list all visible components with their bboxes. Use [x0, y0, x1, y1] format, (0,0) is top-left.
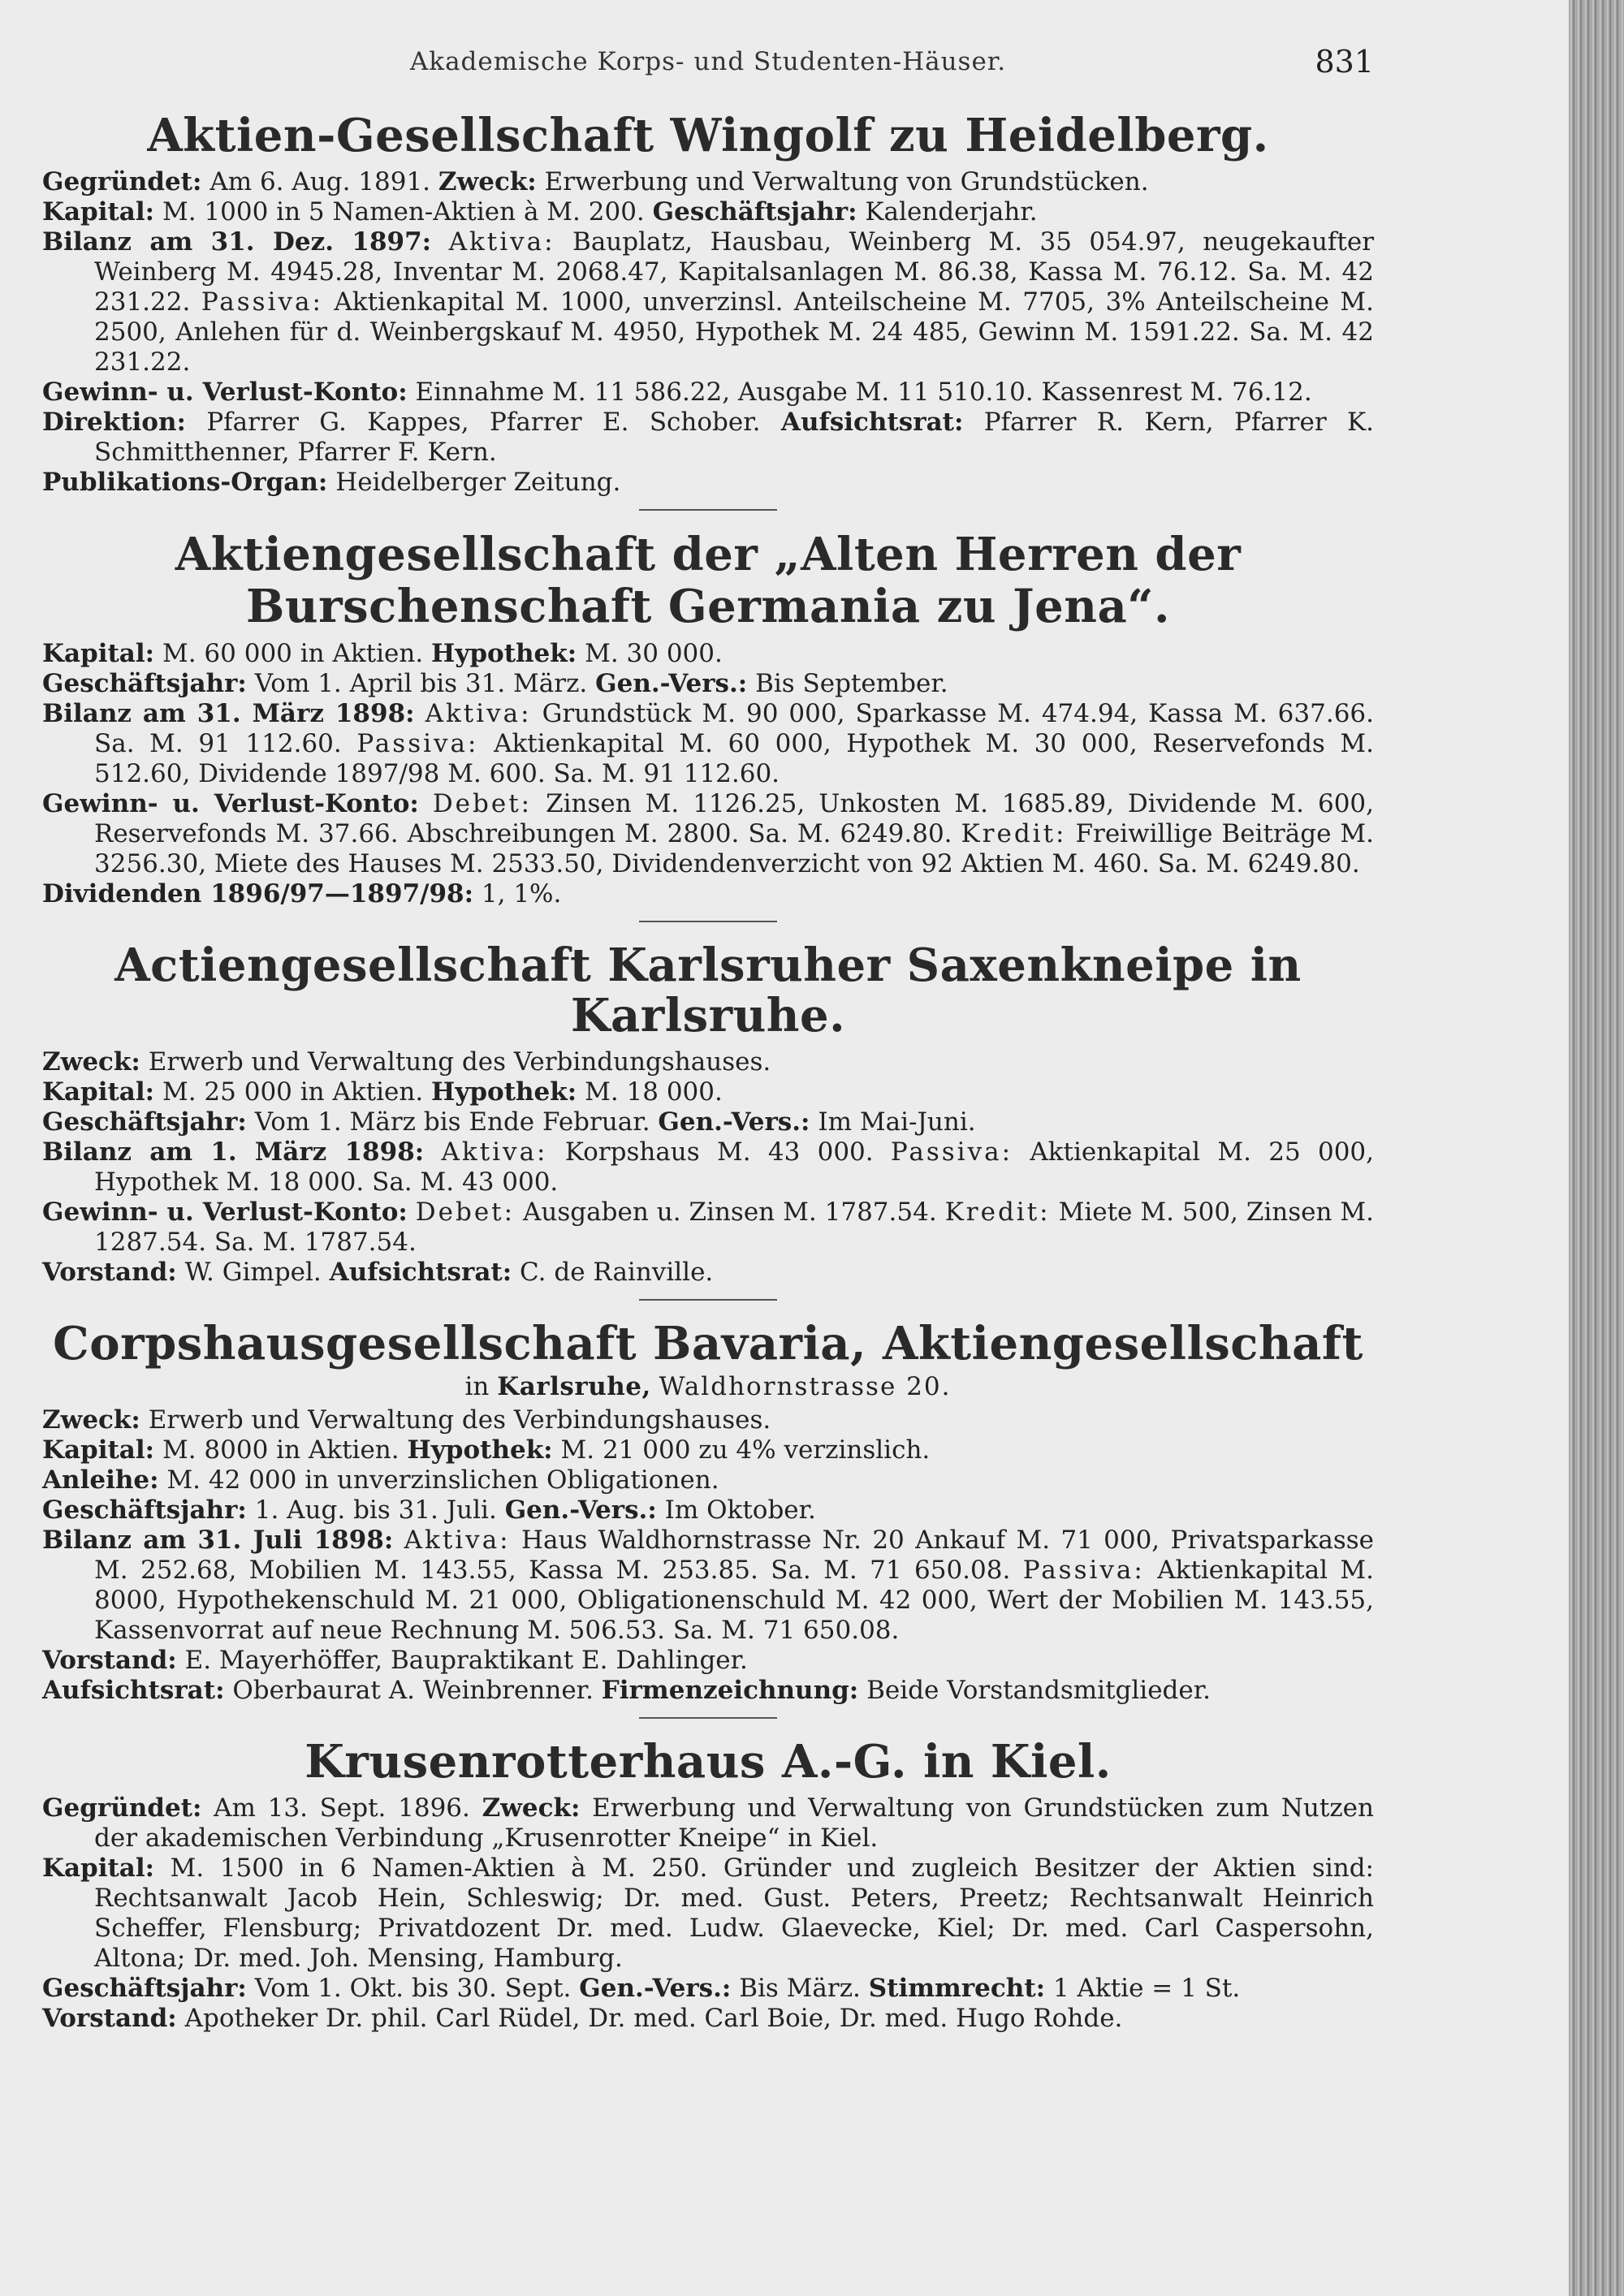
field-text: Erwerbung und Verwaltung von Grundstücken zum Nutzen der akademischen Verbindung „Krusenrotter Kneipe“ in Kiel. [94, 1793, 1374, 1853]
field-subheading: Passiva: [1022, 1556, 1145, 1585]
field-label: Vorstand: [42, 1646, 177, 1675]
field-label: Gegründet: [42, 167, 202, 196]
field-text: Zinsen M. 1126.25, Unkosten M. 1685.89, Dividende M. 600, Reservefonds M. 37.66. Abschreibungen M. 2800. Sa. M. 6249.80. [94, 789, 1374, 848]
field-label: Dividenden 1896/97—1897/98: [42, 879, 474, 908]
field-vorstand [42, 1646, 1374, 1676]
entry-title: Corpshausgesellschaft Bavaria, Aktiengesellschaft [53, 1317, 1363, 1370]
field-text: Am 6. Aug. 1891. [209, 167, 431, 196]
field-text: M. 42 000 in unverzinslichen Obligationen. [166, 1465, 719, 1495]
field-text: Aktienkapital M. 60 000, Hypothek M. 30 000, Reservefonds M. 512.60, Dividende 1897/98 M. 600. Sa. M. 91 112.60. [94, 729, 1374, 788]
field-text: 1 Aktie = 1 St. [1052, 1974, 1241, 2003]
field-vorstand [42, 2004, 1374, 2034]
field-label: Kapital: [42, 197, 155, 227]
field-aufsichtsrat [42, 1676, 1374, 1706]
field-kapital [42, 639, 1374, 669]
field-text: M. 1000 in 5 Namen-Aktien à M. 200. [162, 197, 645, 227]
subtitle-prefix: in [464, 1372, 490, 1401]
field-geschaeftsjahr [42, 1495, 1374, 1526]
field-gewinn-verlust [42, 789, 1374, 879]
field-label: Hypothek: [431, 639, 577, 668]
section-divider [639, 921, 777, 922]
entry-saxenkneipe-karlsruhe [42, 940, 1374, 1288]
field-text: M. 8000 in Aktien. [162, 1435, 400, 1465]
field-label: Hypothek: [407, 1435, 553, 1465]
field-label: Gewinn- u. Verlust-Konto: [42, 378, 408, 407]
field-text: Apotheker Dr. phil. Carl Rüdel, Dr. med. Carl Boie, Dr. med. Hugo Rohde. [184, 2004, 1123, 2033]
field-label: Zweck: [42, 1047, 140, 1077]
field-label: Aufsichtsrat: [42, 1676, 225, 1705]
field-text: M. 60 000 in Aktien. [162, 639, 424, 668]
field-kapital [42, 1854, 1374, 1974]
field-text: Pfarrer R. Kern, Pfarrer K. Schmitthenner, Pfarrer F. Kern. [94, 408, 1375, 467]
field-bilanz [42, 227, 1374, 378]
field-text: W. Gimpel. [184, 1258, 322, 1287]
field-text: Aktienkapital M. 1000, unverzinsl. Anteilscheine M. 7705, 3% Anteilscheine M. 2500, Anlehen für d. Weinbergskauf M. 4950, Hypothek M. 24 485, Gewinn M. 1591.22. Sa. M. 42 231.22. [94, 287, 1374, 377]
field-label: Geschäftsjahr: [42, 1974, 247, 2003]
field-label: Anleihe: [42, 1465, 159, 1495]
field-text: Aktienkapital M. 25 000, Hypothek M. 18 000. Sa. M. 43 000. [94, 1137, 1375, 1197]
field-label: Kapital: [42, 1435, 155, 1465]
field-bilanz [42, 699, 1374, 789]
subtitle-place: Karlsruhe, [497, 1372, 651, 1401]
field-text: Grundstück M. 90 000, Sparkasse M. 474.94, Kassa M. 637.66. Sa. M. 91 112.60. [94, 699, 1374, 758]
field-text: Im Mai-Juni. [818, 1107, 976, 1137]
field-subheading: Kredit: [961, 819, 1067, 848]
field-subheading: Passiva: [201, 287, 323, 317]
entry-title: Aktien-Gesellschaft Wingolf zu Heidelberg. [147, 109, 1269, 162]
section-divider [639, 1299, 777, 1301]
field-subheading: Aktiva: [441, 1137, 548, 1167]
field-text: C. de Rainville. [520, 1258, 714, 1287]
field-anleihe [42, 1465, 1374, 1495]
field-label: Gen.-Vers.: [504, 1495, 657, 1525]
field-label: Geschäftsjahr: [42, 669, 247, 698]
field-vorstand [42, 1258, 1374, 1288]
field-gegruendet [42, 167, 1374, 197]
field-label: Kapital: [42, 1077, 155, 1107]
field-label: Geschäftsjahr: [652, 197, 857, 227]
field-label: Firmenzeichnung: [601, 1676, 859, 1705]
field-text: Aktienkapital M. 8000, Hypothekenschuld M. 21 000, Obligationenschuld M. 42 000, Wert der Mobilien M. 143.55, Kassenvorrat auf neue Rechnung M. 506.53. Sa. M. 71 650.08. [94, 1556, 1374, 1645]
field-label: Bilanz am 31. Dez. 1897: [42, 227, 432, 257]
field-zweck [42, 1405, 1374, 1435]
field-subheading: Aktiva: [404, 1526, 511, 1555]
field-geschaeftsjahr [42, 1107, 1374, 1137]
field-kapital [42, 1077, 1374, 1107]
running-head [42, 44, 1374, 93]
field-label: Vorstand: [42, 1258, 177, 1287]
field-label: Kapital: [42, 639, 155, 668]
entry-title: Actiengesellschaft Karlsruher Saxenkneipe in Karlsruhe. [114, 939, 1302, 1042]
entry-bavaria-karlsruhe [42, 1318, 1374, 1706]
field-label: Gewinn- u. Verlust-Konto: [42, 1198, 408, 1227]
field-label: Hypothek: [431, 1077, 577, 1107]
section-divider [639, 1717, 777, 1719]
field-text: Heidelberger Zeitung. [335, 468, 621, 497]
field-text: Freiwillige Beiträge M. 3256.30, Miete des Hauses M. 2533.50, Dividendenverzicht von 92 Aktien M. 460. Sa. M. 6249.80. [94, 819, 1374, 878]
field-geschaeftsjahr [42, 1974, 1374, 2004]
field-text: Einnahme M. 11 586.22, Ausgabe M. 11 510.10. Kassenrest M. 76.12. [415, 378, 1312, 407]
field-label: Vorstand: [42, 2004, 177, 2033]
field-subheading: Aktiva: [448, 227, 555, 257]
field-label: Kapital: [42, 1854, 155, 1883]
page-number: 831 [1315, 44, 1374, 80]
field-bilanz [42, 1526, 1374, 1646]
field-text: Oberbaurat A. Weinbrenner. [232, 1676, 594, 1705]
field-kapital [42, 197, 1374, 227]
field-text: M. 18 000. [585, 1077, 723, 1107]
field-text: M. 1500 in 6 Namen-Aktien à M. 250. Gründer und zugleich Besitzer der Aktien sind: Rechtsanwalt Jacob Hein, Schleswig; Dr. med. Gust. Peters, Preetz; Rechtsanwalt Heinrich Scheffer, Flensburg; Privatdozent Dr. med. Ludw. Glaevecke, Kiel; Dr. med. Carl Caspersohn, Altona; Dr. med. Joh. Mensing, Hamburg. [94, 1854, 1375, 1973]
field-text: 1, 1%. [481, 879, 562, 908]
field-subheading: Debet: [432, 789, 533, 818]
field-text: Haus Waldhornstrasse Nr. 20 Ankauf M. 71 000, Privatsparkasse M. 252.68, Mobilien M. 143.55, Kassa M. 253.85. Sa. M. 71 650.08. [94, 1526, 1375, 1585]
field-text: Miete M. 500, Zinsen M. 1287.54. Sa. M. 1787.54. [94, 1198, 1375, 1257]
field-label: Gen.-Vers.: [658, 1107, 810, 1137]
field-subheading: Passiva: [890, 1137, 1013, 1167]
field-label: Publikations-Organ: [42, 468, 328, 497]
field-text: Vom 1. Okt. bis 30. Sept. [254, 1974, 572, 2003]
field-text: Korpshaus M. 43 000. [564, 1137, 874, 1167]
field-subheading: Debet: [415, 1198, 516, 1227]
field-text: M. 25 000 in Aktien. [162, 1077, 424, 1107]
field-text: Vom 1. April bis 31. März. [254, 669, 588, 698]
field-text: Erwerbung und Verwaltung von Grundstücken. [544, 167, 1149, 196]
field-text: E. Mayerhöffer, Baupraktikant E. Dahlinger. [184, 1646, 748, 1675]
field-geschaeftsjahr [42, 669, 1374, 699]
field-text: Pfarrer G. Kappes, Pfarrer E. Schober. [206, 408, 761, 437]
field-gewinn-verlust [42, 378, 1374, 408]
field-text: Im Oktober. [664, 1495, 816, 1525]
field-kapital [42, 1435, 1374, 1465]
field-label: Geschäftsjahr: [42, 1107, 247, 1137]
entry-subtitle [42, 1372, 1374, 1402]
field-text: Erwerb und Verwaltung des Verbindungshauses. [148, 1047, 771, 1077]
entry-title: Aktiengesellschaft der „Alten Herren der Burschenschaft Germania zu Jena“. [175, 528, 1242, 633]
book-spine-edge [1569, 0, 1624, 2296]
field-text: Kalenderjahr. [865, 197, 1038, 227]
running-title: Akademische Korps- und Studenten-Häuser. [409, 47, 1007, 76]
entry-krusenrotterhaus-kiel [42, 1737, 1374, 2034]
field-label: Zweck: [482, 1793, 581, 1823]
field-text: Bis März. [739, 1974, 861, 2003]
subtitle-address: Waldhornstrasse 20. [659, 1372, 952, 1401]
field-gewinn-verlust [42, 1198, 1374, 1258]
field-label: Geschäftsjahr: [42, 1495, 247, 1525]
field-subheading: Aktiva: [425, 699, 532, 728]
field-text: Erwerb und Verwaltung des Verbindungshauses. [148, 1405, 771, 1435]
field-text: Am 13. Sept. 1896. [214, 1793, 470, 1823]
field-text: Vom 1. März bis Ende Februar. [254, 1107, 650, 1137]
entry-title: Krusenrotterhaus A.-G. in Kiel. [304, 1735, 1112, 1789]
field-text: Beide Vorstandsmitglieder. [866, 1676, 1212, 1705]
field-label: Bilanz am 1. März 1898: [42, 1137, 425, 1167]
field-direktion [42, 408, 1374, 468]
field-label: Stimmrecht: [868, 1974, 1046, 2003]
field-label: Bilanz am 31. März 1898: [42, 699, 415, 728]
field-label: Direktion: [42, 408, 186, 437]
entry-germania-jena [42, 529, 1374, 909]
field-label: Zweck: [438, 167, 537, 196]
field-label: Gen.-Vers.: [579, 1974, 732, 2003]
field-gegruendet [42, 1793, 1374, 1854]
field-label: Gegründet: [42, 1793, 202, 1823]
field-zweck [42, 1047, 1374, 1077]
field-label: Zweck: [42, 1405, 140, 1435]
field-text: M. 21 000 zu 4% verzinslich. [560, 1435, 931, 1465]
field-label: Aufsichtsrat: [329, 1258, 512, 1287]
field-label: Bilanz am 31. Juli 1898: [42, 1526, 394, 1555]
field-text: 1. Aug. bis 31. Juli. [254, 1495, 497, 1525]
field-text: M. 30 000. [585, 639, 723, 668]
field-bilanz [42, 1137, 1374, 1198]
field-label: Gewinn- u. Verlust-Konto: [42, 789, 419, 818]
field-label: Gen.-Vers.: [595, 669, 748, 698]
entry-wingolf-heidelberg [42, 110, 1374, 498]
document-page [42, 44, 1375, 2034]
field-subheading: Kredit: [944, 1198, 1051, 1227]
field-dividenden [42, 879, 1374, 909]
field-text: Ausgaben u. Zinsen M. 1787.54. [523, 1198, 937, 1227]
field-subheading: Passiva: [356, 729, 479, 758]
section-divider [639, 509, 777, 511]
field-publikations-organ [42, 468, 1374, 498]
field-label: Aufsichtsrat: [780, 408, 964, 437]
field-text: Bauplatz, Hausbau, Weinberg M. 35 054.97, neugekaufter Weinberg M. 4945.28, Inventar M. 2068.47, Kapitalsanlagen M. 86.38, Kassa M. 76.12. Sa. M. 42 231.22. [94, 227, 1375, 317]
field-text: Bis September. [755, 669, 948, 698]
